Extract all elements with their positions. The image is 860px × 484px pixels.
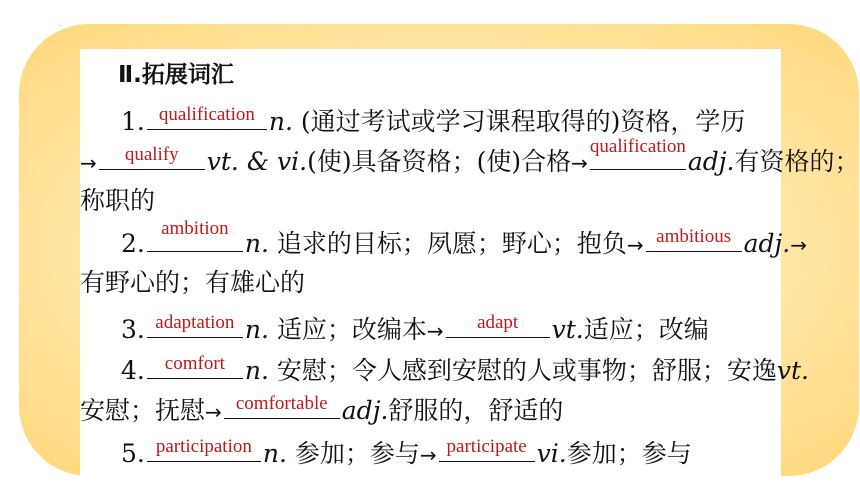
definition: 有野心的；有雄心的 [80, 268, 306, 297]
definition: (通过考试或学习课程取得的)资格，学历 [292, 107, 746, 136]
answer-blank [224, 392, 340, 419]
part-of-speech: vt. [551, 315, 584, 344]
part-of-speech: n. [244, 356, 269, 385]
item-2-line-2 [80, 265, 305, 301]
corner-mark: ˙ [58, 25, 63, 35]
part-of-speech: vt. [776, 356, 809, 385]
part-of-speech: n. [268, 107, 293, 136]
answer-text: comfort [164, 353, 225, 374]
arrow-icon: → [571, 151, 588, 175]
answer-blank [439, 435, 535, 462]
part-of-speech: adj. [341, 396, 389, 425]
item-5-line-1 [121, 435, 692, 473]
definition: 称职的 [80, 186, 156, 215]
definition: 安慰；抚慰 [80, 396, 206, 425]
answer-text: adaptation [155, 312, 235, 333]
arrow-icon: → [790, 233, 808, 257]
item-4-line-1 [121, 352, 809, 389]
arrow-icon: → [80, 151, 97, 175]
item-number: 5. [121, 439, 145, 468]
definition: 追求的目标；夙愿；野心；抱负 [268, 229, 627, 258]
arrow-icon: → [419, 443, 437, 467]
definition: 安慰；令人感到安慰的人或事物；舒服；安逸 [268, 356, 777, 385]
part-of-speech: n. [244, 229, 269, 258]
answer-text: comfortable [235, 393, 328, 414]
item-1-line-1 [121, 103, 745, 140]
answer-blank [646, 225, 742, 252]
answer-blank [589, 136, 686, 170]
arrow-icon: → [426, 319, 444, 343]
answer-blank [99, 143, 205, 170]
answer-text: qualify [124, 144, 179, 165]
definition: 参加；参与 [566, 439, 692, 468]
definition: 适应；改编 [583, 315, 709, 344]
answer-text: adapt [477, 312, 519, 333]
item-number: 2. [121, 229, 145, 258]
item-4-line-2 [80, 392, 563, 430]
part-of-speech: adj. [743, 229, 791, 258]
answer-blank [147, 435, 261, 462]
part-of-speech: adj. [687, 147, 735, 176]
answer-text: participation [155, 436, 252, 457]
item-number: 3. [121, 315, 145, 344]
answer-text: ambitious [656, 226, 732, 247]
answer-blank [147, 103, 267, 130]
item-1-line-3 [80, 183, 155, 219]
part-of-speech: n. [262, 439, 287, 468]
answer-text: participate [446, 436, 527, 457]
definition: 有资格的； [734, 147, 860, 176]
definition: 舒服的，舒适的 [388, 396, 564, 425]
answer-blank [147, 218, 243, 252]
answer-blank [446, 311, 550, 338]
arrow-icon: → [205, 400, 222, 424]
vocabulary-document [80, 49, 860, 479]
part-of-speech: n. [244, 315, 269, 344]
section-title: Ⅱ.拓展词汇 [118, 62, 234, 88]
definition: (使)具备资格；(使)合格 [307, 147, 572, 176]
item-number: 1. [121, 107, 145, 136]
part-of-speech: vi. [536, 439, 567, 468]
answer-text: ambition [161, 218, 229, 239]
item-3-line-1 [121, 311, 709, 349]
item-2-line-1 [121, 218, 808, 263]
item-number: 4. [121, 356, 145, 385]
answer-text: qualification [158, 104, 255, 125]
definition: 适应；改编本 [268, 315, 427, 344]
definition: 参加；参与 [286, 439, 420, 468]
answer-blank [147, 352, 243, 379]
arrow-icon: → [626, 233, 644, 257]
item-1-line-2 [80, 136, 860, 181]
answer-blank [147, 311, 243, 338]
answer-text: qualification [589, 136, 686, 157]
part-of-speech: vt. & vi. [206, 147, 308, 176]
